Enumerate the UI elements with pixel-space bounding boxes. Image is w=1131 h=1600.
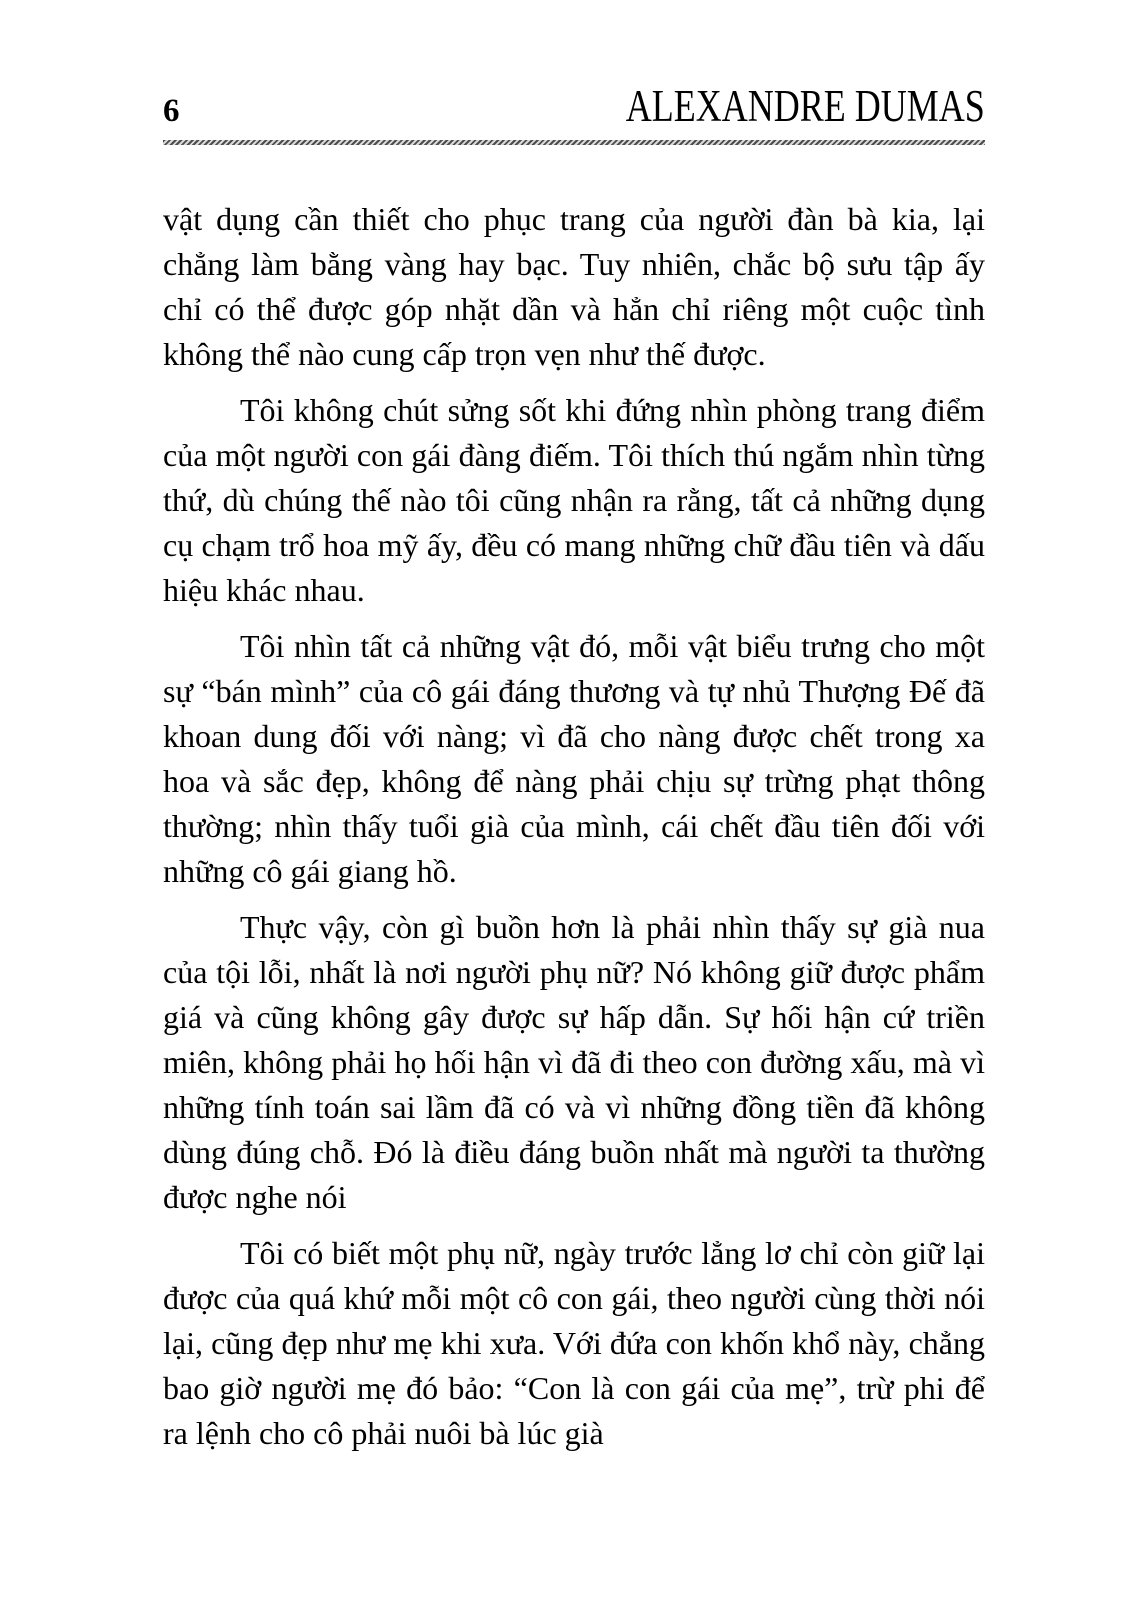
page-header [163,81,985,136]
paragraph-3: Tôi nhìn tất cả những vật đó, mỗi vật biểu trưng cho một sự “bán mình” của cô gái đáng thương và tự nhủ Thượng Đế đã khoan dung đối với nàng; vì đã cho nàng được chết trong xa hoa và sắc đẹp, không để nàng phải chịu sự trừng phạt thông thường; nhìn thấy tuổi già của mình, cái chết đầu tiên đối với những cô gái giang hồ. [163,628,985,889]
running-title: ALEXANDRE DUMAS [626,81,985,131]
page-number: 6 [163,93,180,129]
header-rule [163,140,985,145]
paragraph-1: vật dụng cần thiết cho phục trang của người đàn bà kia, lại chẳng làm bằng vàng hay bạc. Tuy nhiên, chắc bộ sưu tập ấy chỉ có thể được góp nhặt dần và hẳn chỉ riêng một cuộc tình không thể nào cung cấp trọn vẹn như thế được. [163,201,985,372]
page-body [163,197,985,1456]
paragraph-5: Tôi có biết một phụ nữ, ngày trước lẳng lơ chỉ còn giữ lại được của quá khứ mỗi một cô con gái, theo người cùng thời nói lại, cũng đẹp như mẹ khi xưa. Với đứa con khốn khổ này, chẳng bao giờ người mẹ đó bảo: “Con là con gái của mẹ”, trừ phi để ra lệnh cho cô phải nuôi bà lúc già [163,1235,985,1451]
paragraph-4: Thực vậy, còn gì buồn hơn là phải nhìn thấy sự già nua của tội lỗi, nhất là nơi người phụ nữ? Nó không giữ được phẩm giá và cũng không gây được sự hấp dẫn. Sự hối hận cứ triền miên, không phải họ hối hận vì đã đi theo con đường xấu, mà vì những tính toán sai lầm đã có và vì những đồng tiền đã không dùng đúng chỗ. Đó là điều đáng buồn nhất mà người ta thường được nghe nói [163,909,985,1215]
paragraph-2: Tôi không chút sửng sốt khi đứng nhìn phòng trang điểm của một người con gái đàng điếm. Tôi thích thú ngắm nhìn từng thứ, dù chúng thế nào tôi cũng nhận ra rằng, tất cả những dụng cụ chạm trổ hoa mỹ ấy, đều có mang những chữ đầu tiên và dấu hiệu khác nhau. [163,392,985,608]
